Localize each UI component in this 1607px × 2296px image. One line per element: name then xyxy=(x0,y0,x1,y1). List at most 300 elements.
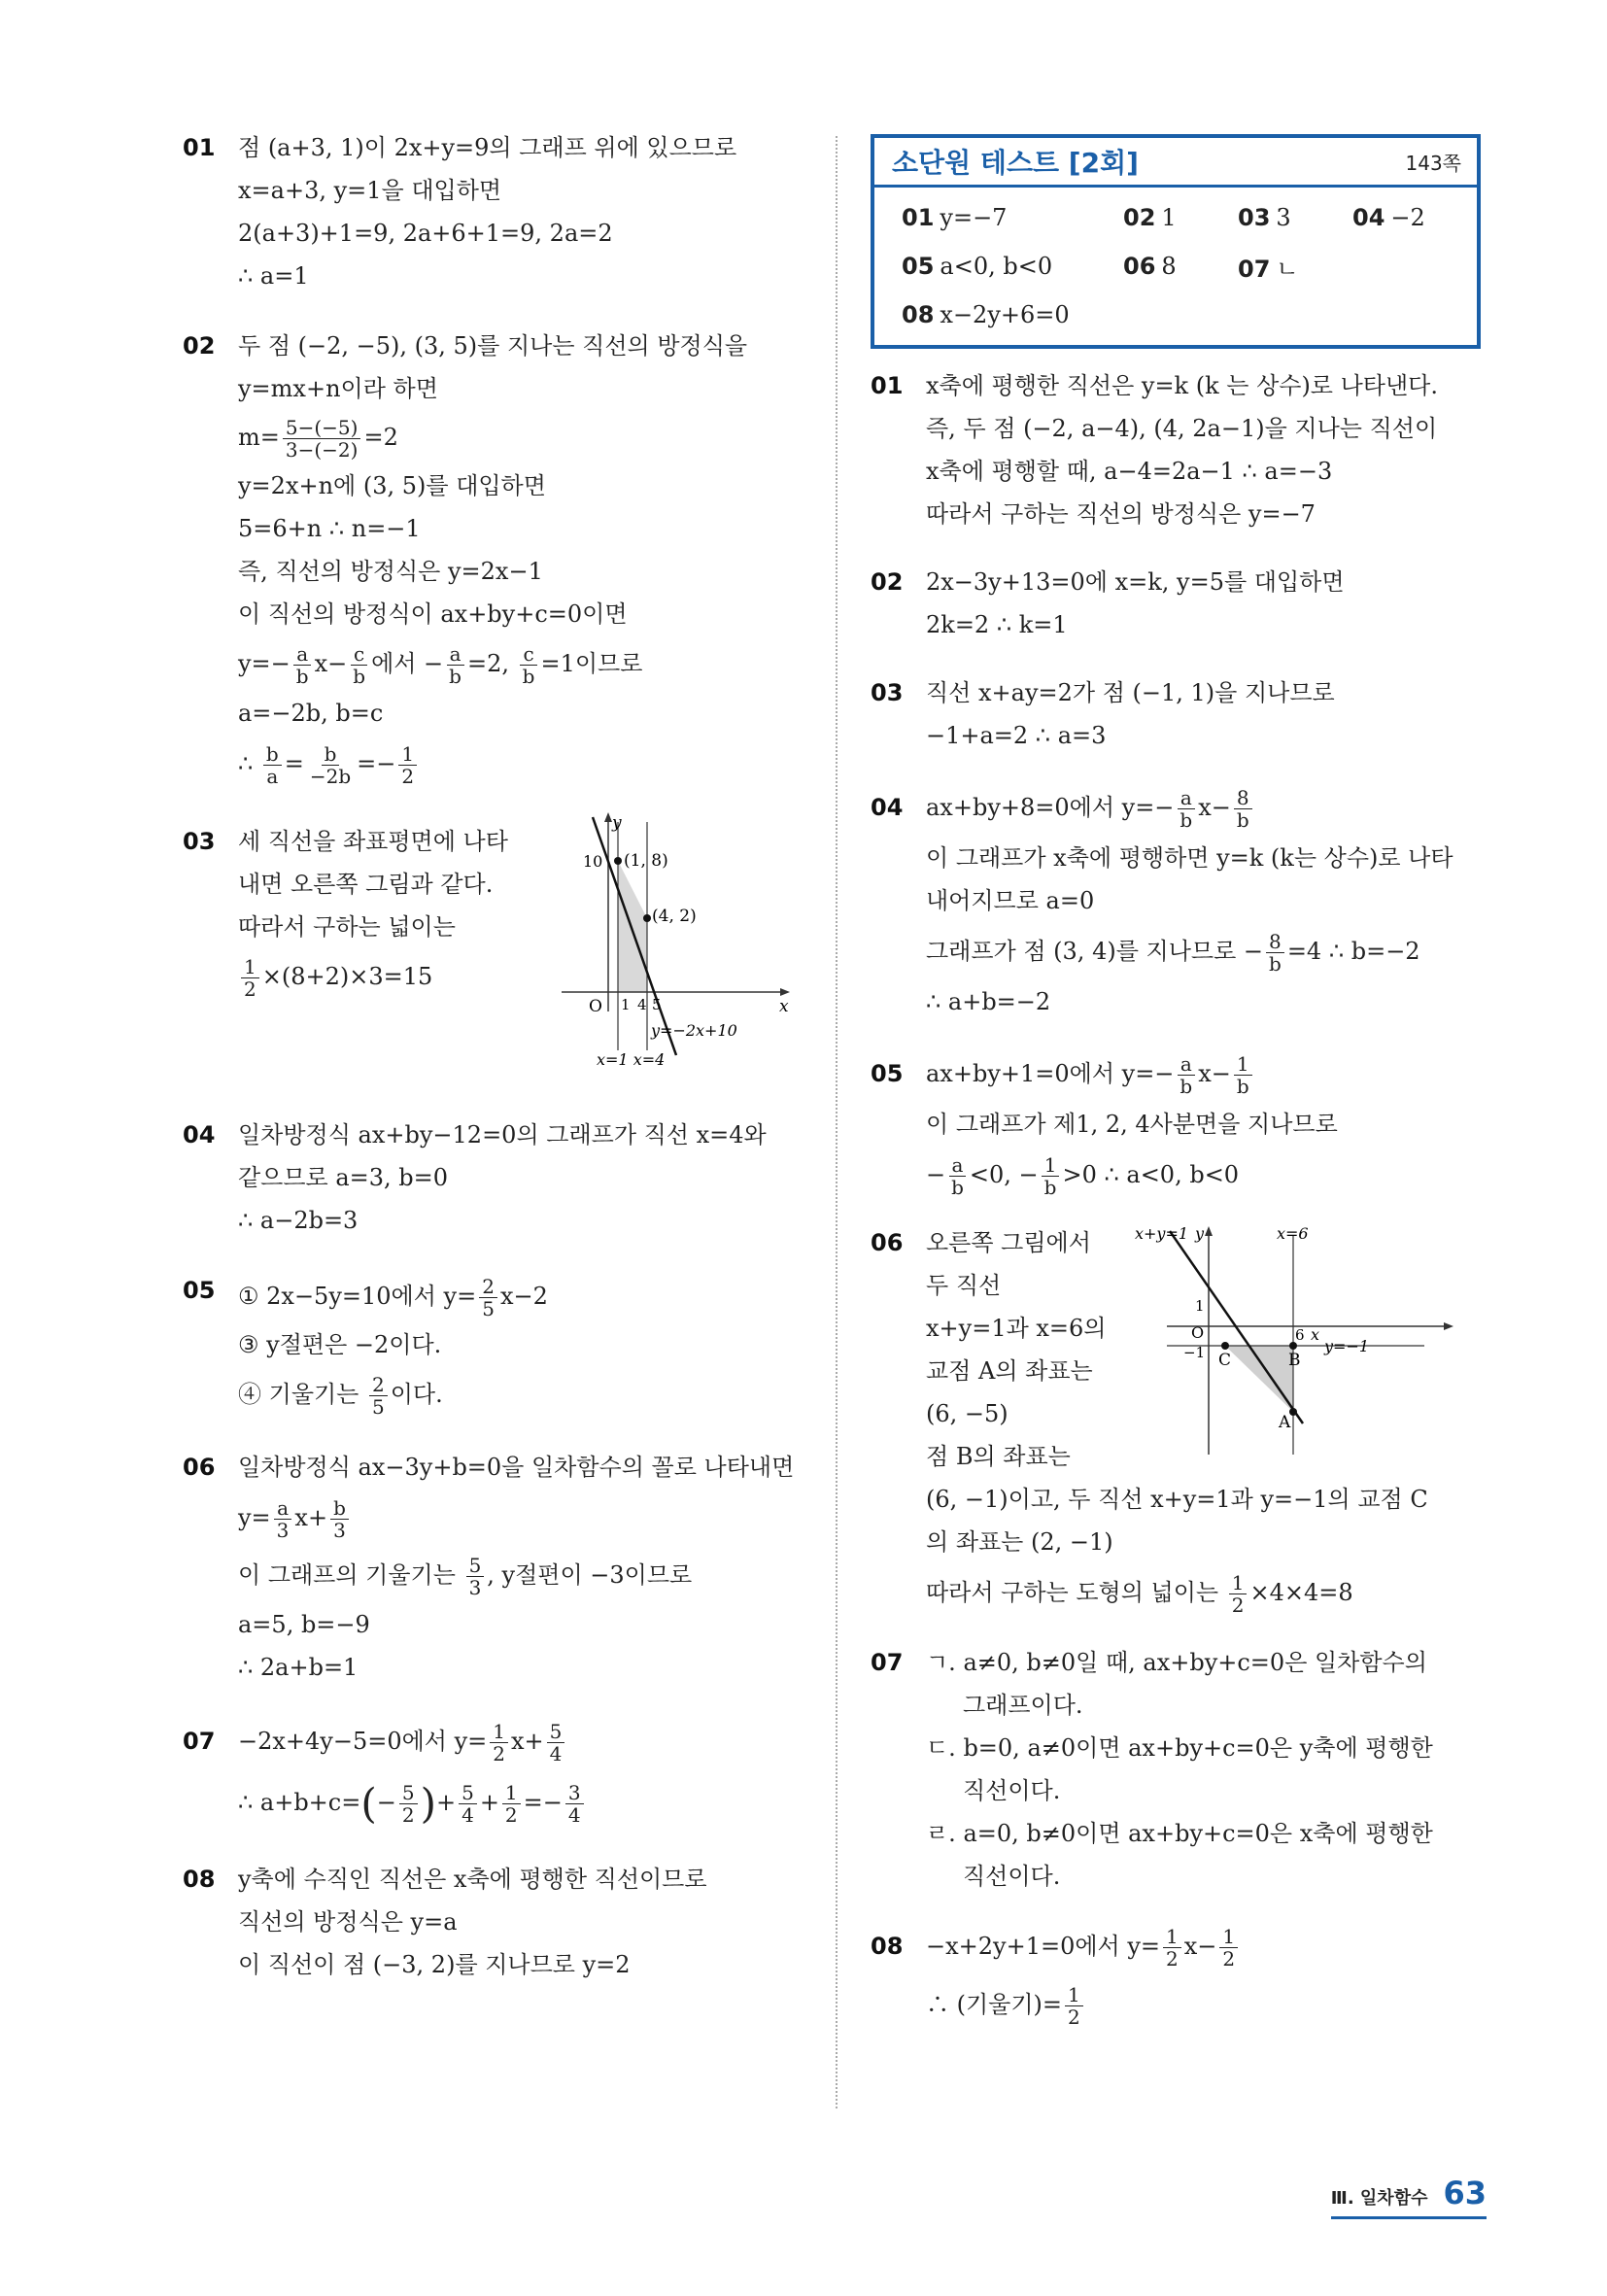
solution-line: 일차방정식 ax+by−12=0의 그래프가 직선 x=4와 xyxy=(238,1121,767,1148)
solution-line: x=a+3, y=1을 대입하면 xyxy=(238,177,502,204)
fraction-line xyxy=(926,922,1487,980)
math-text: − xyxy=(926,1161,946,1188)
horizontal-line-label: y=−1 xyxy=(1324,1337,1370,1355)
fraction-line: ∴ a+b+c=(− $\frac{5}{2}$ )+ $\frac{5}{4}$ + $\frac{1}{2}$ =− $\frac{3}{4}$ xyxy=(238,1770,804,1836)
answer-value: x−2y+6=0 xyxy=(940,301,1070,328)
fraction xyxy=(459,1782,477,1826)
problem-07 xyxy=(183,1712,804,1836)
solution-line: 그래프이다. xyxy=(963,1692,1083,1719)
solution-line: 일차방정식 ax−3y+b=0을 일차함수의 꼴로 나타내면 xyxy=(238,1454,795,1481)
fraction xyxy=(479,1276,497,1319)
math-text: <0, − xyxy=(969,1161,1039,1188)
left-paren: ( xyxy=(360,1779,377,1828)
fraction-line xyxy=(238,1712,804,1770)
answer-row xyxy=(874,291,1477,339)
shaded-region xyxy=(1225,1346,1293,1412)
numerator: 3 xyxy=(565,1782,584,1804)
numerator: 5 xyxy=(466,1555,485,1577)
numerator: a xyxy=(293,643,311,666)
denominator: b xyxy=(1180,1075,1193,1098)
tick-4: 4 xyxy=(637,996,647,1013)
numerator: 1 xyxy=(241,956,259,978)
denominator: 2 xyxy=(493,1742,506,1765)
solution-line: 오른쪽 그림에서 xyxy=(926,1229,1091,1256)
denominator: 4 xyxy=(462,1803,474,1827)
label-a: A xyxy=(1279,1413,1291,1432)
left-column xyxy=(183,126,804,1986)
solution-line: ∴ a−2b=3 xyxy=(238,1207,359,1234)
fraction xyxy=(502,1782,521,1826)
denominator: b xyxy=(1236,808,1249,832)
math-text: + xyxy=(435,1789,457,1816)
problem-05 xyxy=(871,1045,1487,1204)
fraction-line xyxy=(926,1917,1487,1975)
answer-cell xyxy=(1123,204,1238,231)
fraction xyxy=(1234,1053,1252,1097)
numerator: 1 xyxy=(1042,1154,1060,1177)
x-axis-arrow xyxy=(1444,1322,1453,1330)
math-text: y=− xyxy=(238,650,291,677)
problem-number: 04 xyxy=(871,794,904,821)
fraction xyxy=(350,643,368,687)
math-text: 에서 − xyxy=(371,650,444,677)
fraction xyxy=(948,1154,967,1198)
answer-cell xyxy=(1123,253,1238,280)
solution-line: 두 점 (−2, −5), (3, 5)를 지나는 직선의 방정식을 xyxy=(238,332,748,360)
math-text: ax+by+1=0에서 y=− xyxy=(926,1060,1175,1087)
denominator: 2 xyxy=(244,977,256,1001)
problem-07 xyxy=(871,1641,1487,1898)
numerator: 5 xyxy=(399,1782,418,1804)
denominator: 2 xyxy=(1222,1947,1236,1970)
answer-number: 01 xyxy=(902,204,935,231)
solution-line: 이 직선이 점 (−3, 2)를 지나므로 y=2 xyxy=(238,1950,631,1978)
denominator: b xyxy=(522,665,535,688)
math-text: ax+by+8=0에서 y=− xyxy=(926,794,1175,821)
x-axis-arrow xyxy=(780,988,790,996)
vertical-line-label: x=6 xyxy=(1277,1224,1309,1243)
line-x-plus-y-1 xyxy=(1170,1231,1303,1423)
denominator: 2 xyxy=(1231,1593,1245,1617)
math-text: x+ xyxy=(511,1728,544,1755)
answer-number: 04 xyxy=(1352,204,1385,231)
problem-04 xyxy=(183,1114,804,1242)
y-axis-label: y xyxy=(612,813,622,833)
solution-line: 5=6+n ∴ n=−1 xyxy=(238,515,421,542)
numerator: c xyxy=(351,643,367,666)
solution-line: 2(a+3)+1=9, 2a+6+1=9, 2a=2 xyxy=(238,220,613,247)
solution-line: 즉, 두 점 (−2, a−4), (4, 2a−1)을 지나는 직선이 xyxy=(926,415,1438,442)
problem-number: 05 xyxy=(871,1060,904,1087)
section-label: Ⅲ. 일차함수 xyxy=(1330,2188,1428,2209)
problem-06 xyxy=(871,1221,1487,1622)
denominator: b xyxy=(1236,1075,1249,1098)
solution-line: ∴ 2a+b=1 xyxy=(238,1654,359,1681)
answer-value: 3 xyxy=(1276,204,1291,231)
denominator: 4 xyxy=(567,1803,581,1827)
numerator: 2 xyxy=(369,1374,388,1396)
fraction-line xyxy=(926,1563,1487,1622)
math-text: , y절편이 −3이므로 xyxy=(487,1561,693,1589)
solution-line: 2k=2 ∴ k=1 xyxy=(926,611,1068,638)
denominator: b xyxy=(353,665,366,688)
denominator: 2 xyxy=(401,1803,415,1827)
denominator: b xyxy=(951,1176,964,1199)
solution-line: x축에 평행한 직선은 y=k (k 는 상수)로 나타낸다. xyxy=(926,372,1438,399)
footer-rule xyxy=(1331,2216,1487,2219)
denominator: b xyxy=(1043,1176,1057,1199)
solution-line: 즉, 직선의 방정식은 y=2x−1 xyxy=(238,558,543,585)
math-text: x−2 xyxy=(499,1283,548,1310)
fraction xyxy=(1229,1572,1248,1616)
solution-line: ∴ a=1 xyxy=(238,262,309,290)
solution-line: ㄷ. b=0, a≠0이면 ax+by+c=0은 y축에 평행한 xyxy=(926,1734,1433,1762)
problem-number: 04 xyxy=(183,1121,216,1148)
fraction xyxy=(547,1721,565,1765)
solution-line: 이 그래프가 제1, 2, 4사분면을 지나므로 xyxy=(926,1111,1338,1138)
fraction-line xyxy=(926,1146,1487,1204)
answer-key-header xyxy=(874,138,1477,188)
page-number: 63 xyxy=(1443,2175,1487,2211)
numerator: a xyxy=(949,1154,967,1177)
column-divider xyxy=(836,136,838,2108)
fraction xyxy=(369,1374,388,1418)
solution-line: 직선이다. xyxy=(963,1863,1061,1890)
problem-01 xyxy=(183,126,804,297)
denominator: 5 xyxy=(482,1297,495,1320)
denominator: b xyxy=(1180,808,1193,832)
problem-number: 01 xyxy=(871,372,904,399)
fraction-line xyxy=(238,1547,804,1603)
point-4-2 xyxy=(643,914,651,922)
solution-line: y=mx+n이라 하면 xyxy=(238,375,438,402)
answer-row xyxy=(874,193,1477,242)
numerator: b xyxy=(263,743,282,766)
denominator: −2b xyxy=(309,765,352,788)
math-text: x− xyxy=(1198,1060,1231,1087)
answer-value: 8 xyxy=(1161,253,1177,280)
fraction xyxy=(466,1555,485,1598)
solution-line: 같으므로 a=3, b=0 xyxy=(238,1164,449,1191)
point-c xyxy=(1221,1342,1229,1350)
fraction xyxy=(1163,1926,1181,1970)
numerator: 1 xyxy=(1219,1926,1238,1948)
math-text: ∴ (기울기)= xyxy=(926,1991,1063,2018)
problem-04 xyxy=(871,778,1487,1023)
vertical-lines-label: x=1 x=4 xyxy=(597,1050,666,1069)
answer-cell xyxy=(1238,204,1352,231)
denominator: b xyxy=(449,665,462,688)
problem-03 xyxy=(183,813,804,1092)
solution-line: 두 직선 xyxy=(926,1272,1002,1299)
problem-02 xyxy=(871,561,1487,646)
solution-line: a=−2b, b=c xyxy=(238,700,384,727)
math-text: ∴ xyxy=(238,750,254,777)
answer-key-box xyxy=(871,134,1481,349)
solution-line: 따라서 구하는 직선의 방정식은 y=−7 xyxy=(926,500,1316,528)
label-c: C xyxy=(1218,1351,1232,1370)
answer-cell xyxy=(902,204,1123,231)
line-label: x+y=1 xyxy=(1135,1224,1189,1243)
fraction xyxy=(274,1497,292,1541)
solution-line: a=5, b=−9 xyxy=(238,1611,370,1638)
numerator: a xyxy=(447,643,464,666)
math-text: + xyxy=(479,1789,499,1816)
numerator: 1 xyxy=(1234,1053,1252,1076)
answer-number: 03 xyxy=(1238,204,1271,231)
problem-05 xyxy=(183,1269,804,1422)
fraction xyxy=(330,1497,349,1541)
right-column xyxy=(871,134,1487,2034)
fraction xyxy=(1234,787,1252,831)
answer-number: 05 xyxy=(902,253,935,280)
fraction-line xyxy=(238,635,804,692)
math-text: ×4×4=8 xyxy=(1249,1579,1353,1606)
math-text: ×(8+2)×3=15 xyxy=(261,963,433,990)
fraction xyxy=(520,643,538,687)
problem-number: 06 xyxy=(183,1454,216,1481)
math-text: =2 xyxy=(363,424,398,451)
math-text: ① 2x−5y=10에서 y= xyxy=(238,1283,477,1310)
denominator: 3 xyxy=(468,1576,482,1599)
problem-number: 05 xyxy=(183,1277,216,1304)
fraction xyxy=(565,1782,584,1826)
fraction-line xyxy=(238,1489,804,1547)
math-text: ∴ a+b+c= xyxy=(238,1789,361,1816)
problem-03 xyxy=(871,671,1487,757)
fraction xyxy=(399,1782,418,1826)
fraction xyxy=(490,1721,508,1765)
solution-line: ㄹ. a=0, b≠0이면 ax+by+c=0은 x축에 평행한 xyxy=(926,1820,1433,1847)
solution-line: 직선의 방정식은 y=a xyxy=(238,1907,458,1936)
point-label-4-2: (4, 2) xyxy=(652,907,697,926)
numerator: 1 xyxy=(398,743,417,766)
solution-line: 2x−3y+13=0에 x=k, y=5를 대입하면 xyxy=(926,568,1345,596)
solution-line: 내어지므로 a=0 xyxy=(926,887,1095,914)
numerator: c xyxy=(520,643,536,666)
y-axis-arrow xyxy=(604,812,612,822)
tick-minus-1: −1 xyxy=(1183,1344,1206,1361)
solution-line: ㄱ. a≠0, b≠0일 때, ax+by+c=0은 일차함수의 xyxy=(926,1649,1427,1676)
problem-number: 07 xyxy=(871,1649,904,1676)
denominator: 3 xyxy=(333,1519,346,1542)
denominator: 2 xyxy=(1166,1947,1179,1970)
math-text: x− xyxy=(314,650,348,677)
math-text: =− xyxy=(357,750,396,777)
problem-08 xyxy=(871,1917,1487,2034)
graph-area-triangle xyxy=(562,812,804,1094)
numerator: 8 xyxy=(1266,931,1284,953)
answer-number: 08 xyxy=(902,301,935,328)
numerator: 1 xyxy=(1229,1572,1248,1594)
denominator: a xyxy=(266,765,279,788)
numerator: 5 xyxy=(547,1721,565,1743)
math-text: 이다. xyxy=(390,1381,443,1408)
numerator: 8 xyxy=(1234,787,1252,809)
answer-key-title: 소단원 테스트 [2회] xyxy=(892,147,1139,179)
x-axis-label: x xyxy=(779,997,789,1016)
answer-value: a<0, b<0 xyxy=(940,253,1053,280)
shaded-region xyxy=(618,861,647,992)
solution-line: x축에 평행할 때, a−4=2a−1 ∴ a=−3 xyxy=(926,458,1333,485)
problem-number: 03 xyxy=(871,679,904,706)
math-text: y= xyxy=(238,1504,271,1531)
problem-number: 08 xyxy=(871,1933,904,1960)
fraction-line xyxy=(238,1366,804,1422)
fraction-line xyxy=(238,735,804,793)
denominator: b xyxy=(295,665,309,688)
denominator: 2 xyxy=(1068,2005,1080,2029)
answer-value: ㄴ xyxy=(1276,255,1299,283)
denominator: 4 xyxy=(549,1742,563,1765)
solution-line: 따라서 구하는 넓이는 xyxy=(238,913,456,941)
solution-line: 점 B의 좌표는 xyxy=(926,1443,1071,1470)
tick-1: 1 xyxy=(1195,1297,1205,1315)
fraction xyxy=(1177,1053,1195,1097)
origin-label: O xyxy=(589,997,602,1016)
problem-number: 01 xyxy=(183,134,216,161)
math-text: x− xyxy=(1183,1933,1217,1960)
math-text: 따라서 구하는 도형의 넓이는 xyxy=(926,1579,1219,1606)
fraction xyxy=(307,743,354,787)
problem-number: 07 xyxy=(183,1728,216,1755)
solution-line: x+y=1과 x=6의 xyxy=(926,1315,1107,1342)
solution-line: (6, −1)이고, 두 직선 x+y=1과 y=−1의 교점 C xyxy=(926,1486,1428,1513)
denominator: 3−(−2) xyxy=(285,438,359,462)
fraction-line xyxy=(926,1045,1487,1103)
page-footer xyxy=(1331,2175,1487,2211)
problem-number: 08 xyxy=(183,1865,216,1893)
fraction-line xyxy=(926,778,1487,837)
solution-line: 이 직선의 방정식이 ax+by+c=0이면 xyxy=(238,600,628,628)
math-text: 그래프가 점 (3, 4)를 지나므로 − xyxy=(926,938,1263,965)
fraction xyxy=(1219,1926,1238,1970)
denominator: 2 xyxy=(401,765,415,788)
label-b: B xyxy=(1288,1351,1301,1370)
fraction xyxy=(1065,1984,1083,2028)
fraction-line xyxy=(238,1269,804,1323)
answer-number: 06 xyxy=(1123,253,1156,280)
answer-cell xyxy=(1238,250,1299,284)
numerator: 1 xyxy=(502,1782,521,1804)
numerator: a xyxy=(1178,1053,1195,1076)
fraction xyxy=(1042,1154,1060,1198)
solution-line: ∴ a+b=−2 xyxy=(926,988,1051,1015)
solution-line: (6, −5) xyxy=(926,1400,1009,1427)
answer-value: −2 xyxy=(1390,204,1425,231)
numerator: a xyxy=(1178,787,1195,809)
answer-number: 07 xyxy=(1238,255,1271,283)
equation-label: y=−2x+10 xyxy=(651,1021,737,1040)
slope-formula xyxy=(238,410,804,464)
math-text: =1이므로 xyxy=(540,650,643,677)
problem-08 xyxy=(183,1858,804,1986)
solution-line: 세 직선을 좌표평면에 나타 xyxy=(238,828,508,855)
numerator: a xyxy=(274,1497,291,1520)
solution-line: 점 (a+3, 1)이 2x+y=9의 그래프 위에 있으므로 xyxy=(238,134,737,161)
problem-01 xyxy=(871,364,1487,535)
problem-number: 03 xyxy=(183,828,216,855)
fraction xyxy=(293,643,312,687)
x-axis-label: x xyxy=(1311,1325,1320,1344)
fraction xyxy=(1177,787,1195,831)
solution-line: y축에 수직인 직선은 x축에 평행한 직선이므로 xyxy=(238,1865,707,1893)
numerator: 5 xyxy=(459,1782,477,1804)
math-text: m= xyxy=(238,424,280,451)
y-axis-arrow xyxy=(1205,1226,1213,1236)
math-text: x+ xyxy=(294,1504,328,1531)
answer-number: 02 xyxy=(1123,204,1156,231)
answer-value: y=−7 xyxy=(940,204,1008,231)
answer-row xyxy=(874,242,1477,291)
solution-line: 의 좌표는 (2, −1) xyxy=(926,1528,1113,1556)
fraction xyxy=(283,417,361,461)
numerator: 1 xyxy=(1163,1926,1181,1948)
point-1-8 xyxy=(614,857,622,865)
answer-value: 1 xyxy=(1161,204,1177,231)
numerator: 2 xyxy=(479,1276,497,1298)
fraction xyxy=(1266,931,1284,975)
problem-number: 06 xyxy=(871,1229,904,1256)
answer-cell xyxy=(902,301,1070,328)
denominator: 5 xyxy=(372,1395,385,1419)
origin-label: O xyxy=(1191,1323,1205,1342)
point-label-1-8: (1, 8) xyxy=(624,851,668,871)
numerator: b xyxy=(330,1497,349,1520)
math-text: = xyxy=(284,750,304,777)
fraction xyxy=(398,743,417,787)
numerator: 1 xyxy=(490,1721,508,1743)
denominator: 2 xyxy=(504,1803,518,1827)
problem-number: 02 xyxy=(871,568,904,596)
problem-02 xyxy=(183,325,804,793)
tick-6: 6 xyxy=(1295,1326,1305,1344)
math-text: =2, xyxy=(466,650,509,677)
solution-line: 내면 오른쪽 그림과 같다. xyxy=(238,871,494,898)
answer-key-page: 143쪽 xyxy=(1405,151,1461,175)
fraction-line xyxy=(926,1975,1487,2034)
answer-cell xyxy=(1352,204,1425,231)
problem-number: 02 xyxy=(183,332,216,360)
math-text: >0 ∴ a<0, b<0 xyxy=(1062,1161,1240,1188)
math-text: 이 그래프의 기울기는 xyxy=(238,1561,456,1589)
denominator: 3 xyxy=(276,1519,290,1542)
solution-line: 직선 x+ay=2가 점 (−1, 1)을 지나므로 xyxy=(926,679,1335,706)
math-text: −2x+4y−5=0에서 y= xyxy=(238,1728,488,1755)
tick-10: 10 xyxy=(583,852,603,871)
numerator: b xyxy=(322,743,340,766)
fraction xyxy=(241,956,259,1000)
math-text: =4 ∴ b=−2 xyxy=(1286,938,1420,965)
solution-line: y=2x+n에 (3, 5)를 대입하면 xyxy=(238,472,546,499)
solution-line: 교점 A의 좌표는 xyxy=(926,1357,1093,1385)
math-text: =− xyxy=(523,1789,563,1816)
right-paren: ) xyxy=(420,1779,436,1828)
numerator: 1 xyxy=(1065,1984,1083,2006)
graph-triangle-abc xyxy=(1133,1221,1492,1464)
math-text: x− xyxy=(1198,794,1231,821)
numerator: 5−(−5) xyxy=(283,417,361,439)
solution-line: −1+a=2 ∴ a=3 xyxy=(926,722,1107,749)
solution-line: ③ y절편은 −2이다. xyxy=(238,1331,442,1358)
math-text: −x+2y+1=0에서 y= xyxy=(926,1933,1161,1960)
fraction xyxy=(263,743,282,787)
denominator: b xyxy=(1269,952,1282,976)
solution-line: 이 그래프가 x축에 평행하면 y=k (k는 상수)로 나타 xyxy=(926,844,1453,872)
solution-line: 직선이다. xyxy=(963,1777,1061,1804)
answer-cell xyxy=(902,253,1123,280)
math-text: ④ 기울기는 xyxy=(238,1381,359,1408)
